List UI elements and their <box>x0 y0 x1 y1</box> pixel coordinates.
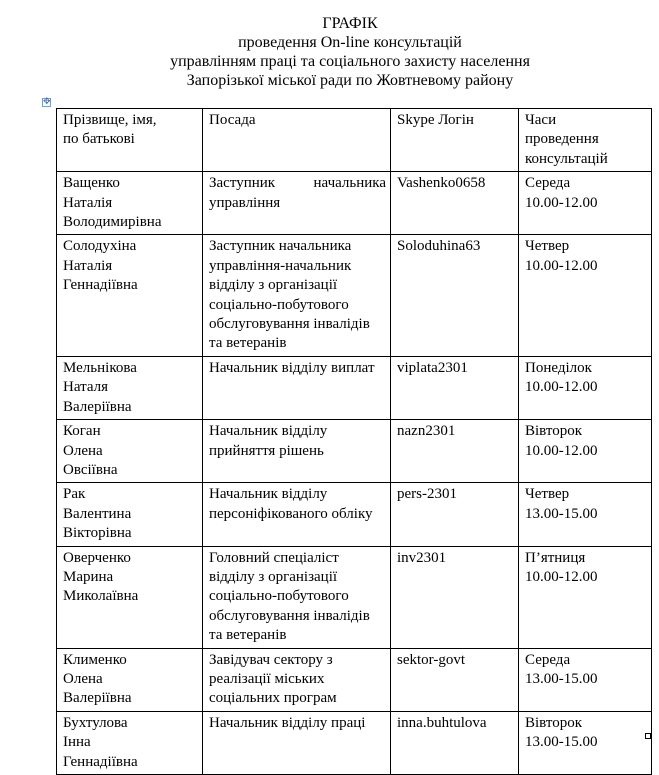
position-cell: Завідувач сектору з реалізації міських соціальних програм <box>203 648 391 711</box>
skype-cell: nazn2301 <box>391 420 519 483</box>
skype-cell: viplata2301 <box>391 356 519 419</box>
skype-cell: sektor-govt <box>391 648 519 711</box>
subtitle-line-3: управлінням праці та соціального захисту населення <box>170 53 530 70</box>
table-resize-handle[interactable] <box>645 733 651 739</box>
time-cell: Четвер 10.00-12.00 <box>519 235 652 356</box>
table-row <box>57 483 652 546</box>
table-row <box>57 711 652 774</box>
table-row <box>57 356 652 419</box>
time-cell: П’ятниця 10.00-12.00 <box>519 546 652 648</box>
subtitle-line-2: проведення On-line консультацій <box>238 34 462 51</box>
table-row <box>57 235 652 356</box>
subtitle-line-4: Запорізької міської ради по Жовтневому району <box>186 72 514 89</box>
position-cell: Головний спеціаліст відділу з організації соціально-побутового обслуговування інвалідів та ветеранів <box>203 546 391 648</box>
document-title: ГРАФІК <box>322 15 378 32</box>
position-cell: Начальник відділу праці <box>203 711 391 774</box>
skype-cell: Vashenko0658 <box>391 172 519 235</box>
document-header <box>0 14 659 90</box>
position-cell: Начальник відділу виплат <box>203 356 391 419</box>
name-cell: Клименко Олена Валеріївна <box>57 648 203 711</box>
skype-cell: inv2301 <box>391 546 519 648</box>
move-cross-icon[interactable]: ✥ <box>43 97 51 107</box>
time-cell: Четвер 13.00-15.00 <box>519 483 652 546</box>
time-cell: Понеділок 10.00-12.00 <box>519 356 652 419</box>
position-cell: Начальник відділу прийняття рішень <box>203 420 391 483</box>
header-cell-position: Посада <box>203 109 391 172</box>
time-cell: Середа 13.00-15.00 <box>519 648 652 711</box>
name-cell: Коган Олена Овсіївна <box>57 420 203 483</box>
name-cell: Мельнікова Наталя Валеріївна <box>57 356 203 419</box>
name-cell: Солодухіна Наталія Геннадіївна <box>57 235 203 356</box>
skype-cell: pers-2301 <box>391 483 519 546</box>
header-cell-skype: Skype Логін <box>391 109 519 172</box>
name-cell: Оверченко Марина Миколаївна <box>57 546 203 648</box>
time-cell: Середа 10.00-12.00 <box>519 172 652 235</box>
table-row <box>57 420 652 483</box>
schedule-table <box>56 108 652 775</box>
name-cell: Бухтулова Інна Геннадіївна <box>57 711 203 774</box>
name-cell: Рак Валентина Вікторівна <box>57 483 203 546</box>
table-row <box>57 172 652 235</box>
position-cell: Начальник відділу персоніфікованого обліку <box>203 483 391 546</box>
table-row <box>57 648 652 711</box>
name-cell: Ващенко Наталія Володимирівна <box>57 172 203 235</box>
header-cell-time: Часи проведення консультацій <box>519 109 652 172</box>
position-cell: Заступник начальника управління <box>203 172 391 235</box>
table-header-row <box>57 109 652 172</box>
header-cell-name: Прізвище, імя, по батькові <box>57 109 203 172</box>
skype-cell: Soloduhina63 <box>391 235 519 356</box>
table-row <box>57 546 652 648</box>
time-cell: Вівторок 10.00-12.00 <box>519 420 652 483</box>
time-cell: Вівторок 13.00-15.00 <box>519 711 652 774</box>
skype-cell: inna.buhtulova <box>391 711 519 774</box>
position-cell: Заступник начальника управління-начальник відділу з організації соціально-побутового обслуговування інвалідів та ветеранів <box>203 235 391 356</box>
